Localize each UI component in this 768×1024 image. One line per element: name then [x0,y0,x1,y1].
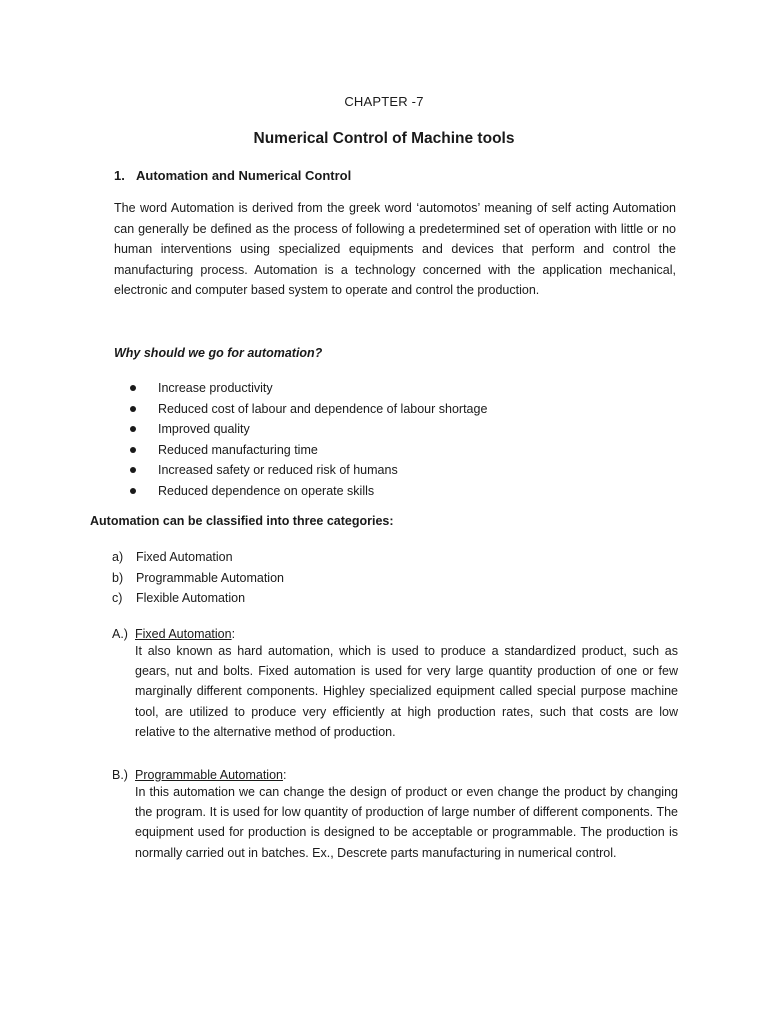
subsection-colon: : [283,768,287,782]
subsection-programmable-automation [112,768,678,863]
bullet-icon [130,385,136,391]
list-marker: a) [112,550,124,564]
bullet-icon [130,426,136,432]
list-item-text: Flexible Automation [136,591,246,605]
list-item-text: Increase productivity [158,381,273,395]
subsection-colon: : [231,627,236,641]
list-item [130,419,487,440]
subsection-marker: A.) [112,627,128,641]
list-item-text: Fixed Automation [136,550,233,564]
section-number: 1. [114,168,125,183]
subsection-heading [112,768,678,782]
chapter-label: CHAPTER -7 [344,94,424,109]
list-item-text: Reduced dependence on operate skills [158,483,375,498]
subsection-body: It also known as hard automation, which is used to produce a standardized product, such as gears, nut and bolts. Fixed automation is used for very large quantity production of one or few marginally different components. Highley specialized equipment called special purpose machine tool, are utilized to produce very efficiently at high production rates, such that costs are low relative to the alternative method of production. [135,644,678,739]
subsection-marker: B.) [112,768,128,782]
subsection-body: In this automation we can change the design of product or even change the product by changing the program. It is used for low quantity of production of large number of different components. The equipment used for production is designed to be acceptable or programmable. The production is normally carried out in batches. Ex., Descrete parts manufacturing in numerical control. [135,785,678,860]
list-marker: b) [112,570,124,585]
page-title: Numerical Control of Machine tools [253,130,515,147]
subsection-fixed-automation [112,627,678,742]
list-item [130,440,487,461]
list-item-text: Programmable Automation [136,570,284,585]
subsection-title: Programmable Automation [135,768,283,782]
list-item-text: Increased safety or reduced risk of humans [158,463,398,477]
list-item [130,399,487,420]
section-heading [114,168,351,183]
subsection-title: Fixed Automation [135,627,232,641]
list-item [130,481,487,502]
subsection-heading [112,627,678,641]
list-item [130,378,487,399]
bullet-icon [130,447,136,453]
bullet-icon [130,467,136,473]
list-item [112,588,284,609]
why-question: Why should we go for automation? [114,346,323,360]
list-item-text: Reduced cost of labour and dependence of labour shortage [158,401,488,416]
list-item [130,460,487,481]
list-item [112,547,284,568]
benefits-list [130,378,487,501]
section-heading-text: Automation and Numerical Control [136,168,352,183]
intro-paragraph: The word Automation is derived from the greek word ‘automotos’ meaning of self acting Automation can generally be defined as the process of following a predetermined set of operation with little or no human interventions using specialized equipments and devices that perform and control the manufacturing process. Automation is a technology concerned with the application mechanical, electronic and computer based system to operate and control the production. [114,201,676,298]
bullet-icon [130,406,136,412]
list-item [112,568,284,589]
list-marker: c) [112,591,123,605]
bullet-icon [130,488,136,494]
classification-heading: Automation can be classified into three categories: [90,514,394,528]
categories-list [112,547,284,609]
list-item-text: Reduced manufacturing time [158,442,318,457]
list-item-text: Improved quality [158,422,250,436]
